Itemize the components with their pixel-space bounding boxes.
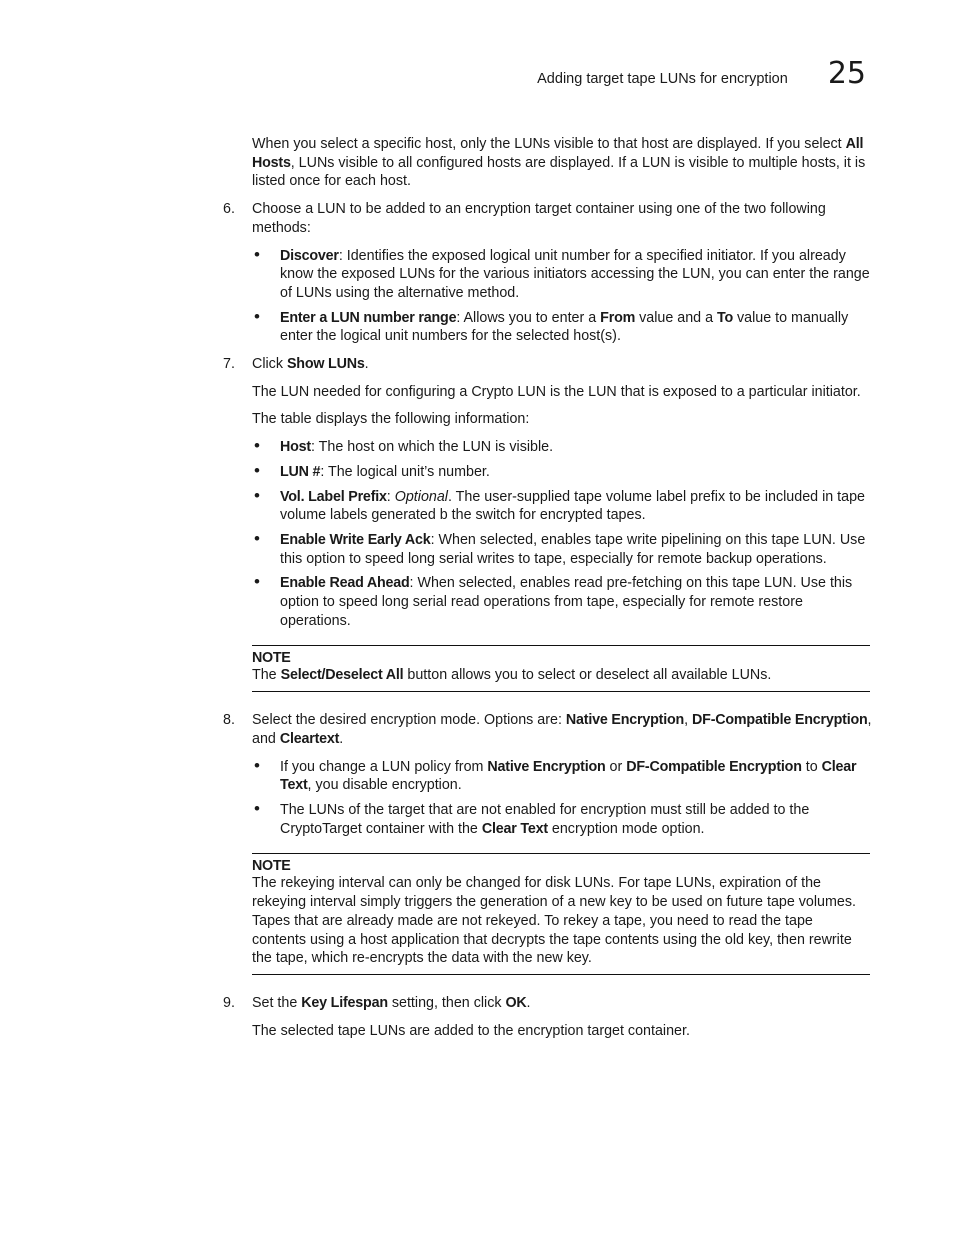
note-box [252, 645, 870, 692]
table-info-paragraph: The table displays the following information: [252, 411, 530, 428]
step-number: 7. [223, 356, 235, 373]
step-6: 6. Choose a LUN to be added to an encryption target container using one of the two following methods: [223, 201, 826, 236]
list-item: • Enter a LUN number range: Allows you to enter a From value and a To value to manually enter the logical unit numbers for the selected host(s). [280, 309, 872, 346]
step-number: 9. [223, 994, 235, 1011]
list-item: • The LUNs of the target that are not enabled for encryption must still be added to the CryptoTarget container with the Clear Text encryption mode option. [280, 801, 872, 838]
crypto-lun-paragraph: The LUN needed for configuring a Crypto LUN is the LUN that is exposed to a particular initiator. [252, 383, 861, 400]
all-hosts-term: All Hosts [252, 136, 864, 171]
step-9: 9. Set the Key Lifespan setting, then click OK. [223, 994, 531, 1011]
note-box [252, 853, 870, 975]
table-columns-list [280, 438, 872, 630]
note-label: NOTE [252, 650, 291, 667]
chapter-number: 25 [827, 56, 866, 91]
list-item: • Enable Write Early Ack: When selected, enables tape write pipelining on this tape LUN. Use this option to speed long serial writes to tape, especially for remote backup operations. [280, 531, 872, 568]
step-6-methods-list [280, 247, 872, 347]
running-header-title: Adding target tape LUNs for encryption [537, 71, 788, 87]
list-item: • If you change a LUN policy from Native Encryption or DF-Compatible Encryption to Clear Text, you disable encryption. [280, 758, 872, 795]
page-header [537, 56, 866, 91]
encryption-mode-list [280, 758, 872, 839]
note-text: The Select/Deselect All button allows you to select or deselect all available LUNs. [252, 667, 772, 684]
step-number: 6. [223, 201, 235, 218]
step-8: 8. Select the desired encryption mode. Options are: Native Encryption, DF-Compatible Encryption, and Cleartext. [223, 712, 872, 747]
page-body [0, 135, 954, 1049]
intro-paragraph: When you select a specific host, only the LUNs visible to that host are displayed. If you select All Hosts, LUNs visible to all configured hosts are displayed. If a LUN is visible to multiple hosts, it is listed once for each host. [252, 136, 866, 190]
step-7: 7. Click Show LUNs. [223, 356, 369, 373]
list-item: • Vol. Label Prefix: Optional. The user-supplied tape volume label prefix to be included in tape volume labels generated b the switch for encrypted tapes. [280, 488, 872, 525]
list-item: • LUN #: The logical unit’s number. [280, 463, 872, 482]
list-item: • Enable Read Ahead: When selected, enables read pre-fetching on this tape LUN. Use this option to speed long serial read operations from tape, especially for remote restore operations. [280, 574, 872, 630]
note-text: The rekeying interval can only be changed for disk LUNs. For tape LUNs, expiration of the rekeying interval simply triggers the generation of a new key to be used on future tape volumes. Tapes that are already made are not rekeyed. To rekey a tape, you need to read the tape contents using a host application that decrypts the tape contents using the old key, then rewrite the tape, which re-encrypts the data with the new key. [252, 875, 856, 967]
list-item: • Discover: Identifies the exposed logical unit number for a specified initiator. If you already know the exposed LUNs for the various initiators accessing the LUN, you can enter the range of LUNs using the alternative method. [280, 247, 872, 303]
result-paragraph: The selected tape LUNs are added to the encryption target container. [252, 1022, 690, 1039]
note-label: NOTE [252, 858, 291, 875]
step-number: 8. [223, 712, 235, 729]
list-item: • Host: The host on which the LUN is visible. [280, 438, 872, 457]
